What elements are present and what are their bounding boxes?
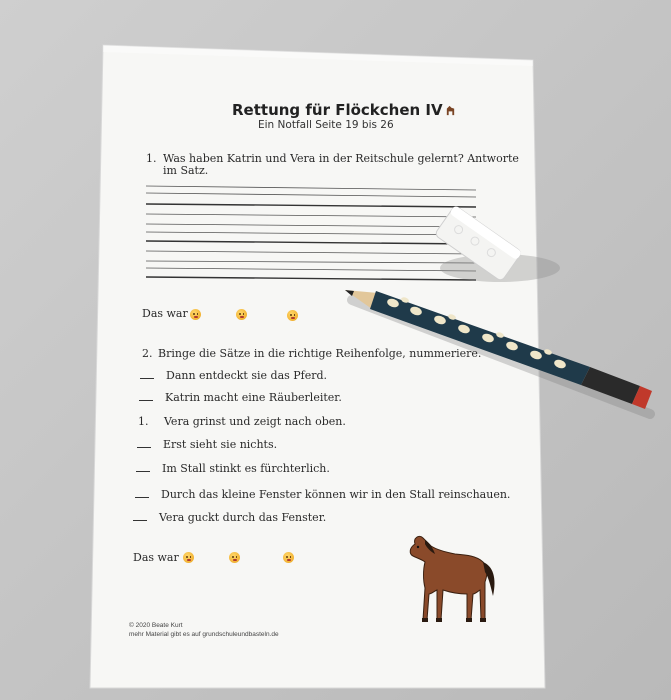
sentence-text: Vera guckt durch das Fenster. <box>159 511 327 524</box>
footer-copyright: © 2020 Beate Kurt <box>129 622 183 629</box>
sentence-text: Im Stall stinkt es fürchterlich. <box>162 462 330 475</box>
answer-blank[interactable] <box>140 378 154 379</box>
answer-blank[interactable] <box>137 447 151 448</box>
sentence-number: 1. <box>138 415 149 428</box>
sentence-text: Erst sieht sie nichts. <box>163 438 278 451</box>
smiley-icon <box>287 310 298 321</box>
sentence-row <box>140 369 327 382</box>
sentence-text: Katrin macht eine Räuberleiter. <box>165 391 342 404</box>
sentence-row <box>139 391 342 404</box>
smiley-icon <box>236 309 247 320</box>
question-2-text: Bringe die Sätze in die richtige Reihenfolge, nummeriere. <box>158 347 482 360</box>
sentence-row <box>136 462 330 475</box>
worksheet-title: Rettung für Flöckchen IV <box>232 101 456 119</box>
footer-website: mehr Material gibt es auf grundschuleundbasteln.de <box>129 631 279 638</box>
sentence-row <box>137 438 277 451</box>
sentence-text: Durch das kleine Fenster können wir in den Stall reinschauen. <box>161 488 511 501</box>
question-2-number: 2. <box>142 347 153 360</box>
question-1-number: 1. <box>146 152 157 165</box>
question-1-text-line1: Was haben Katrin und Vera in der Reitschule gelernt? Antworte <box>163 152 519 165</box>
horse-icon <box>445 105 456 116</box>
smiley-icon <box>183 552 194 563</box>
sentence-row <box>135 488 510 501</box>
sentence-row <box>138 415 346 428</box>
question-1-text-line2: im Satz. <box>163 164 209 177</box>
smiley-icon <box>283 552 294 563</box>
smiley-icon <box>229 552 240 563</box>
sentence-row <box>133 511 326 524</box>
rating-2-label: Das war <box>133 551 179 564</box>
smiley-icon <box>190 309 201 320</box>
sentence-text: Vera grinst und zeigt nach oben. <box>164 415 346 428</box>
answer-blank[interactable] <box>139 400 153 401</box>
answer-blank[interactable] <box>133 520 147 521</box>
rating-1-label: Das war <box>142 307 188 320</box>
sentence-text: Dann entdeckt sie das Pferd. <box>166 369 328 382</box>
worksheet-subtitle: Ein Notfall Seite 19 bis 26 <box>258 119 394 131</box>
answer-blank[interactable] <box>136 471 150 472</box>
answer-blank[interactable] <box>135 497 149 498</box>
